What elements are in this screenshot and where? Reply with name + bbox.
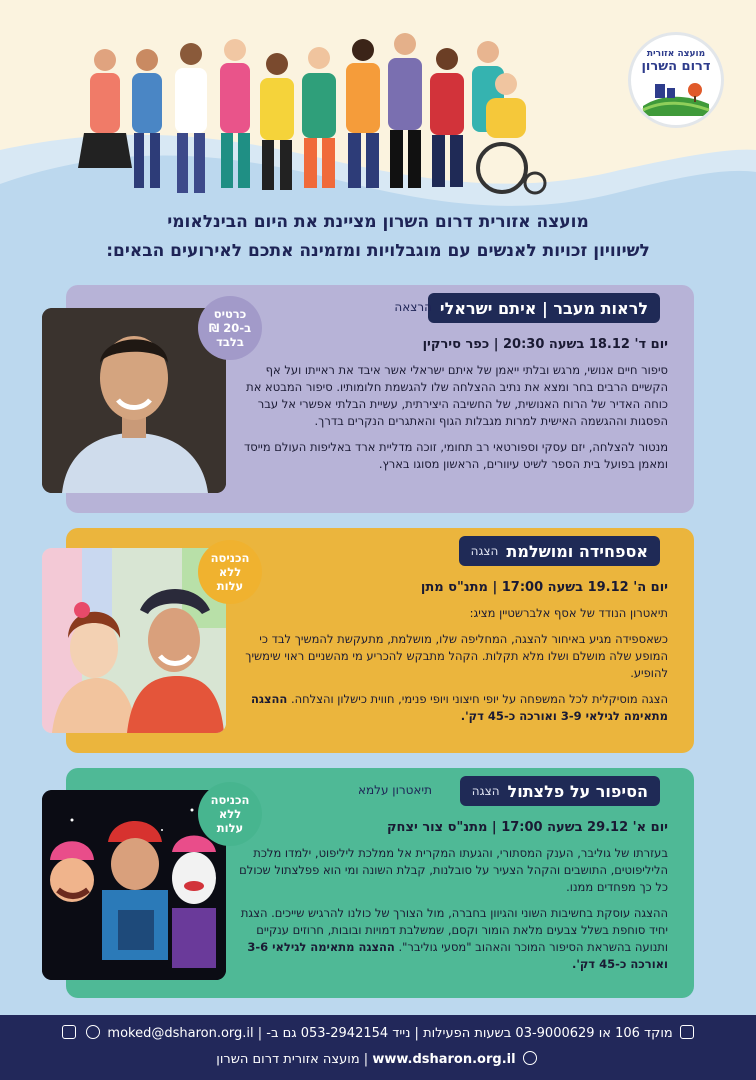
event-type-tag: הצגה: [471, 784, 500, 798]
event-description: [228, 605, 668, 734]
event-datetime: יום ד' 18.12 בשעה 20:30 | כפר סירקין: [422, 337, 668, 352]
footer-separator: |: [359, 1052, 369, 1067]
event-description: [228, 845, 668, 982]
event-title: אספחידה ומושלמת: [506, 541, 648, 561]
description-paragraph: תיאטרון הנודד של אסף אלברשטיין מציג:: [469, 606, 668, 620]
logo-text-small: מועצה אזורית: [646, 49, 706, 59]
event-title: לראות מעבר | איתם ישראלי: [439, 298, 648, 318]
intro-headline: [30, 208, 726, 266]
event-type-tag: הצגה: [470, 544, 499, 558]
whatsapp-icon: [86, 1025, 100, 1039]
crowd-illustration: [70, 18, 570, 203]
website-line: [0, 1051, 756, 1067]
event-description: [228, 362, 668, 482]
event-title-pill: [428, 293, 660, 323]
event-type-tag: הרצאה: [394, 300, 432, 314]
free-entry-badge: הכניסה ללא עלות: [198, 540, 262, 604]
description-paragraph: ההצגה עוסקת בחשיבות השוני והגיוון בחברה, מול הצורך של כולנו להרגיש שייכים. הצגת יחיד סוחפת בשלל צבעים מלאת הומור וקסם, שמשלבת דמויות ובובות, חרוזים ענקיים ותנועה בהשראת הסיפור המוכר והאהוב "מסעי גוליבר". ההצגה מתאימה לגילאי 3-6 ואורכה כ-45 דק'.: [240, 906, 668, 971]
phone-icon: [680, 1025, 694, 1039]
landscape-logo-icon: [641, 76, 711, 116]
event-title: הסיפור על פלצתול: [507, 781, 648, 801]
contact-line: [0, 1025, 756, 1041]
org-name: מועצה אזורית דרום השרון: [216, 1052, 360, 1067]
age-duration-note: ההצגה מתאימה לגילאי 3-6 ואורכה כ-45 דק'.: [247, 940, 668, 971]
theater-name: תיאטרון עלמא: [357, 783, 432, 797]
description-paragraph: כשאספידה מגיע באיחור להצגה, המחליפה שלו, מושלמת, מתעקשת להמשיך לבד כי המופע שלה מושלם ושלו מלא תקלות. הקהל מתבקש להכריע מי מהשניים ראוי שימשיך להופיע.: [245, 632, 668, 680]
free-entry-badge: הכניסה ללא עלות: [198, 782, 262, 846]
contact-details[interactable]: מוקד 106 או 03-9000629 בשעות הפעילות | נייד 053-2942154 גם ב- | moked@dsharon.org.il: [107, 1026, 673, 1041]
event-title-pill: [459, 536, 660, 566]
website-link[interactable]: www.dsharon.org.il: [372, 1052, 516, 1067]
description-paragraph: בעזרתו של גוליבר, הענק המסתורי, והגעתו המקרית אל ממלכת ליליפוט, ילמדו מלכת הליליפוטים, התושבים והקהל הצעיר על סובלנות, קבלת השונה ומי הוא פפלצתול שכולם כל כך מפחדים ממנו.: [239, 846, 668, 894]
description-paragraph: מנטור להצלחה, יזם עסקי וספורטאי רב תחומי, זוכה מדליית ארד באליפות העולם מייסד ומאמן בפועל בית הספר לשיט עיוורים, הראשון מסוגו בארץ.: [243, 440, 668, 471]
event-datetime: יום ה' 19.12 בשעה 17:00 | מתנ"ס מתן: [420, 580, 668, 595]
event-datetime: יום א' 29.12 בשעה 17:00 | מתנ"ס צור יצחק: [386, 820, 668, 835]
globe-icon: [523, 1051, 537, 1065]
headline-line-1: מועצה אזורית דרום השרון מציינת את היום הבינלאומי: [167, 212, 589, 232]
description-paragraph: סיפור חיים אנושי, מרגש ובלתי ייאמן של איתם ישראלי אשר איבד את ראייתו ועל אף הקשיים הרבים בחר ומצא את נתיב ההצלחה שלו להגשמת חלומותיו. סיפור המבטא את כוחה האדיר של הרוח האנושית, של החשיבה היצירתית, עשיית הבלתי אפשרי אל עבר הפסגות וההגשמה האישית למרות מגבלות הגוף והאתגרים הנקרים בדרך.: [246, 363, 668, 428]
logo-text-large: דרום השרון: [641, 59, 711, 74]
council-logo: [628, 32, 724, 128]
headline-line-2: לשיוויון זכויות לאנשים עם מוגבלויות ומזמינה אתכם לאירועים הבאים:: [106, 241, 650, 261]
description-paragraph: הצגה מוסיקלית לכל המשפחה על יופי חיצוני ויופי פנימי, חווית כישלון והצלחה. ההצגה מתאימה לגילאי 3-9 ואורכה כ-45 דק'.: [250, 692, 668, 723]
contact-footer: [0, 1015, 756, 1080]
event-title-pill: [460, 776, 660, 806]
email-icon: [62, 1025, 76, 1039]
ticket-price-badge: כרטיס ב-20 ₪ בלבד: [198, 296, 262, 360]
age-duration-note: ההצגה מתאימה לגילאי 3-9 ואורכה כ-45 דק'.: [250, 692, 668, 723]
